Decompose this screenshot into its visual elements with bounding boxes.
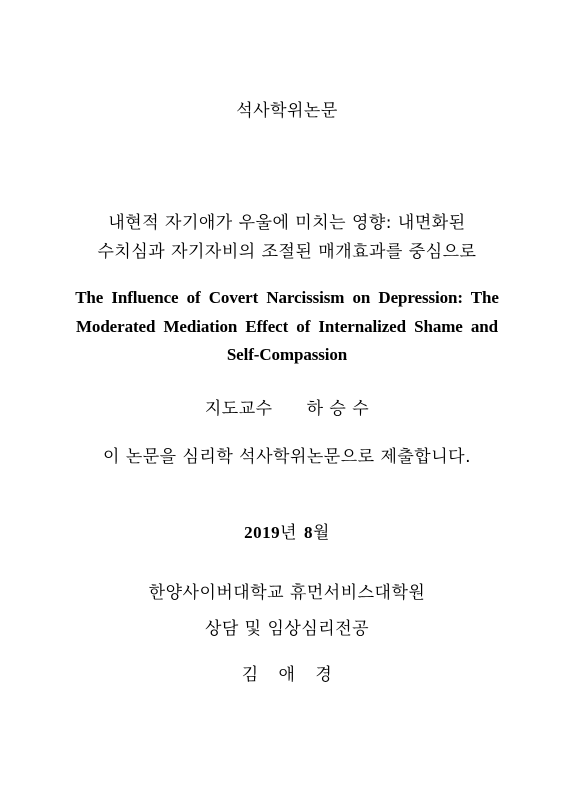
submission-statement: 이 논문을 심리학 석사학위논문으로 제출합니다.	[103, 447, 471, 467]
author-name: 김 애 경	[241, 665, 333, 685]
major-name: 상담 및 임상심리전공	[204, 619, 370, 639]
advisor-line	[0, 394, 574, 419]
korean-title-line-2: 수치심과 자기자비의 조절된 매개효과를 중심으로	[97, 242, 477, 262]
submission-date	[0, 518, 574, 543]
english-title-line-1: The Influence of Covert Narcissism on Depression: The	[75, 288, 499, 307]
date-month: 8	[304, 523, 313, 542]
english-title-line-2: Moderated Mediation Effect of Internalized Shame and	[75, 317, 499, 336]
date-year: 2019	[244, 523, 281, 542]
school-name: 한양사이버대학교 휴먼서비스대학원	[148, 583, 426, 603]
korean-title-line-1: 내현적 자기애가 우울에 미치는 영향: 내면화된	[108, 213, 466, 233]
advisor-name: 하 승 수	[306, 399, 370, 419]
advisor-label: 지도교수	[204, 399, 273, 419]
degree-type: 석사학위논문	[236, 101, 338, 121]
english-title-line-3: Self-Compassion	[226, 345, 348, 364]
date-year-unit: 년	[280, 523, 297, 543]
date-month-unit: 월	[313, 523, 330, 543]
